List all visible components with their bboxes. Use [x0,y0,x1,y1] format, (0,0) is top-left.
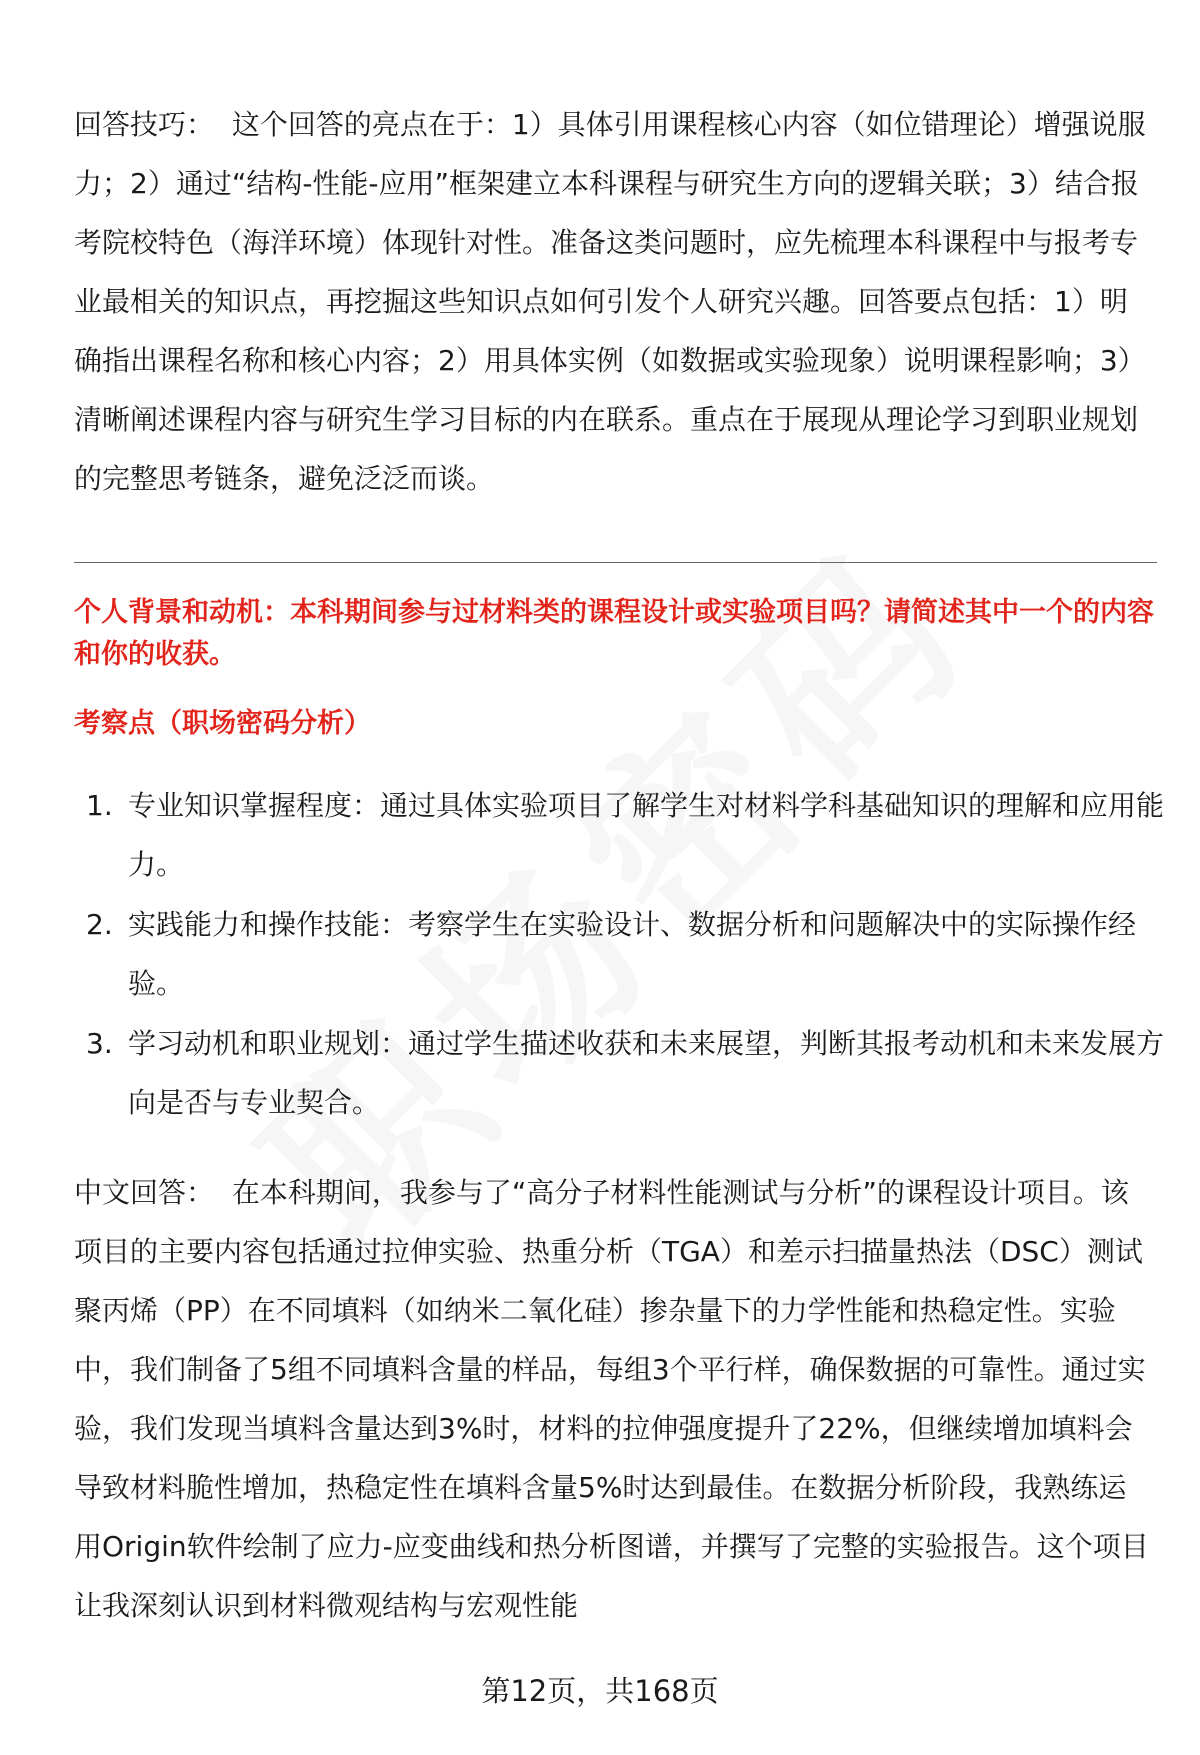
list-item-number: 3. [86,1027,113,1060]
question-heading: 个人背景和动机：本科期间参与过材料类的课程设计或实验项目吗？请简述其中一个的内容和你的收获。 [74,597,1154,670]
chinese-answer-paragraph [74,1163,1154,1635]
list-item [74,895,1164,1013]
chinese-answer-text: 在本科期间，我参与了“高分子材料性能测试与分析”的课程设计项目。该项目的主要内容包括通过拉伸实验、热重分析（TGA）和差示扫描量热法（DSC）测试聚丙烯（PP）在不同填料（如纳米二氧化硅）掺杂量下的力学性能和热稳定性。实验中，我们制备了5组不同填料含量的样品，每组3个平行样，确保数据的可靠性。通过实验，我们发现当填料含量达到3%时，材料的拉伸强度提升了22%，但继续增加填料会导致材料脆性增加，热稳定性在填料含量5%时达到最佳。在数据分析阶段，我熟练运用Origin软件绘制了应力-应变曲线和热分析图谱，并撰写了完整的实验报告。这个项目让我深刻认识到材料微观结构与宏观性能 [74,1176,1149,1622]
answer-tips-paragraph [74,95,1154,508]
section-title: 考察点（职场密码分析） [74,708,371,739]
list-item-number: 1. [86,789,113,822]
list-item-text: 专业知识掌握程度：通过具体实验项目了解学生对材料学科基础知识的理解和应用能力。 [128,789,1165,881]
list-item-text: 实践能力和操作技能：考察学生在实验设计、数据分析和问题解决中的实际操作经验。 [128,908,1137,1000]
chinese-answer-label: 中文回答： [74,1176,215,1209]
page-number: 第12页，共168页 [481,1674,719,1708]
section-divider [74,562,1157,563]
list-item-number: 2. [86,908,113,941]
assessment-points-list [74,776,1164,1133]
answer-tips-text: 这个回答的亮点在于：1）具体引用课程核心内容（如位错理论）增强说服力；2）通过“结构-性能-应用”框架建立本科课程与研究生方向的逻辑关联；3）结合报考院校特色（海洋环境）体现针对性。准备这类问题时，应先梳理本科课程中与报考专业最相关的知识点，再挖掘这些知识点如何引发个人研究兴趣。回答要点包括：1）明确指出课程名称和核心内容；2）用具体实例（如数据或实验现象）说明课程影响；3）清晰阐述课程内容与研究生学习目标的内在联系。重点在于展现从理论学习到职业规划的完整思考链条，避免泛泛而谈。 [74,108,1146,495]
list-item [74,776,1164,894]
list-item [74,1014,1164,1132]
list-item-text: 学习动机和职业规划：通过学生描述收获和未来展望，判断其报考动机和未来发展方向是否与专业契合。 [128,1027,1165,1119]
answer-tips-label: 回答技巧： [74,108,215,141]
